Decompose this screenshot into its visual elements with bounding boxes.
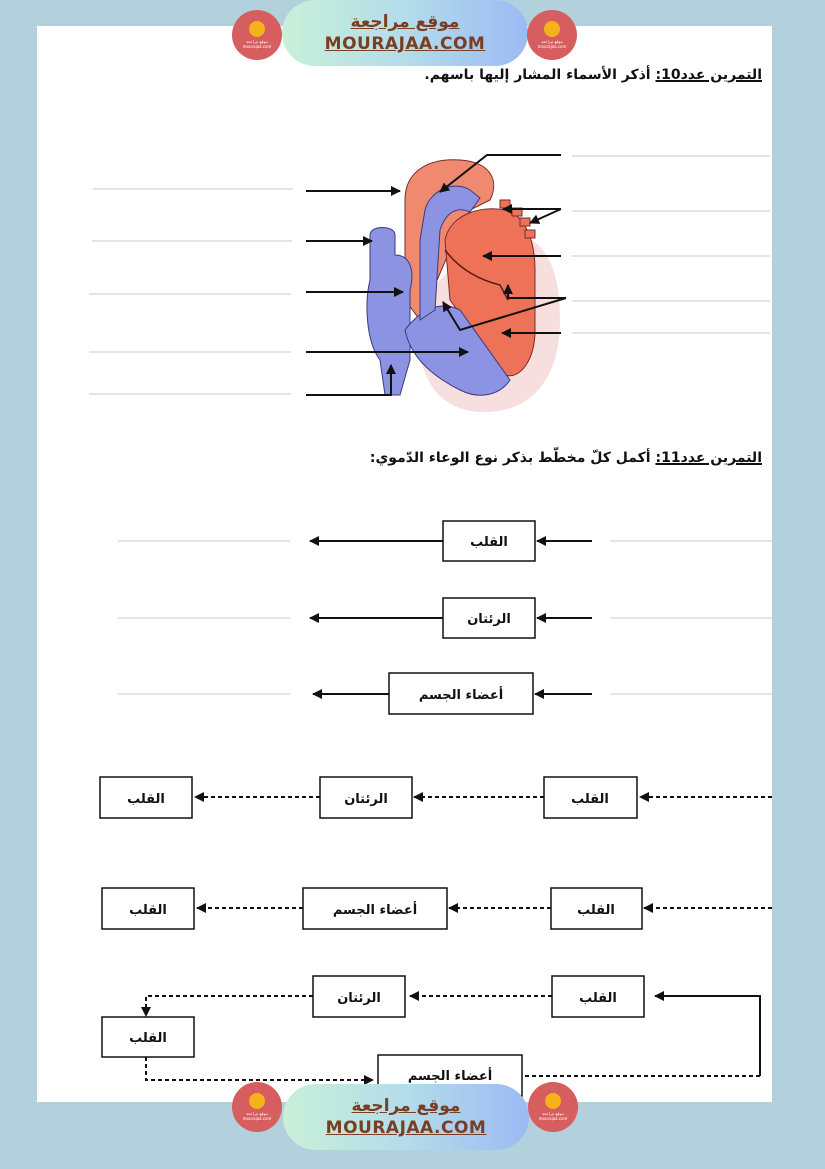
box-label: الرئتان xyxy=(337,991,381,1006)
box-label: أعضاء الجسم xyxy=(407,1069,493,1084)
simple-row-heart xyxy=(118,521,772,561)
box-label: القلب xyxy=(127,792,165,807)
simple-row-body-organs xyxy=(118,673,772,714)
logo-badge-top-right: موقع مراجعة mourajaa.com xyxy=(527,10,577,60)
exercise11-instruction: أكمل كلّ مخطّط بذكر نوع الوعاء الدّموي: xyxy=(369,450,651,466)
site-banner-bottom[interactable] xyxy=(283,1084,529,1150)
banner-arabic-text: موقع مراجعة xyxy=(350,12,460,32)
circulation-flow-diagrams xyxy=(0,500,825,1100)
box-label: القلب xyxy=(129,1031,167,1046)
box-label: القلب xyxy=(579,991,617,1006)
box-label: الرئتان xyxy=(467,612,511,627)
box-label: القلب xyxy=(571,792,609,807)
banner-latin-text: MOURAJAA.COM xyxy=(324,34,486,54)
logo-icon xyxy=(544,21,560,37)
site-banner-top[interactable] xyxy=(282,0,528,66)
logo-icon xyxy=(545,1093,561,1109)
left-answer-lines xyxy=(89,189,293,394)
right-answer-lines xyxy=(572,156,770,333)
exercise10-instruction: أذكر الأسماء المشار إليها باسهم. xyxy=(424,67,651,83)
box-label: القلب xyxy=(470,535,508,550)
box-label: القلب xyxy=(577,903,615,918)
exercise11-heading xyxy=(370,450,762,466)
exercise10-label: التمرين عدد10: xyxy=(655,67,762,83)
banner-latin-text: MOURAJAA.COM xyxy=(325,1118,487,1138)
box-label: أعضاء الجسم xyxy=(418,688,504,703)
simple-row-lungs xyxy=(118,598,772,638)
banner-arabic-text: موقع مراجعة xyxy=(351,1096,461,1116)
logo-icon xyxy=(249,21,265,37)
logo-icon xyxy=(249,1093,265,1109)
logo-badge-top-left: موقع مراجعة mourajaa.com xyxy=(232,10,282,60)
exercise11-label: التمرين عدد11: xyxy=(655,450,762,466)
box-label: أعضاء الجسم xyxy=(332,903,418,918)
loop-diagram xyxy=(102,976,760,1096)
logo-badge-bottom-left: موقع مراجعة mourajaa.com xyxy=(232,1082,282,1132)
logo-badge-bottom-right: موقع مراجعة mourajaa.com xyxy=(528,1082,578,1132)
box-label: الرئتان xyxy=(344,792,388,807)
box-label: القلب xyxy=(129,903,167,918)
